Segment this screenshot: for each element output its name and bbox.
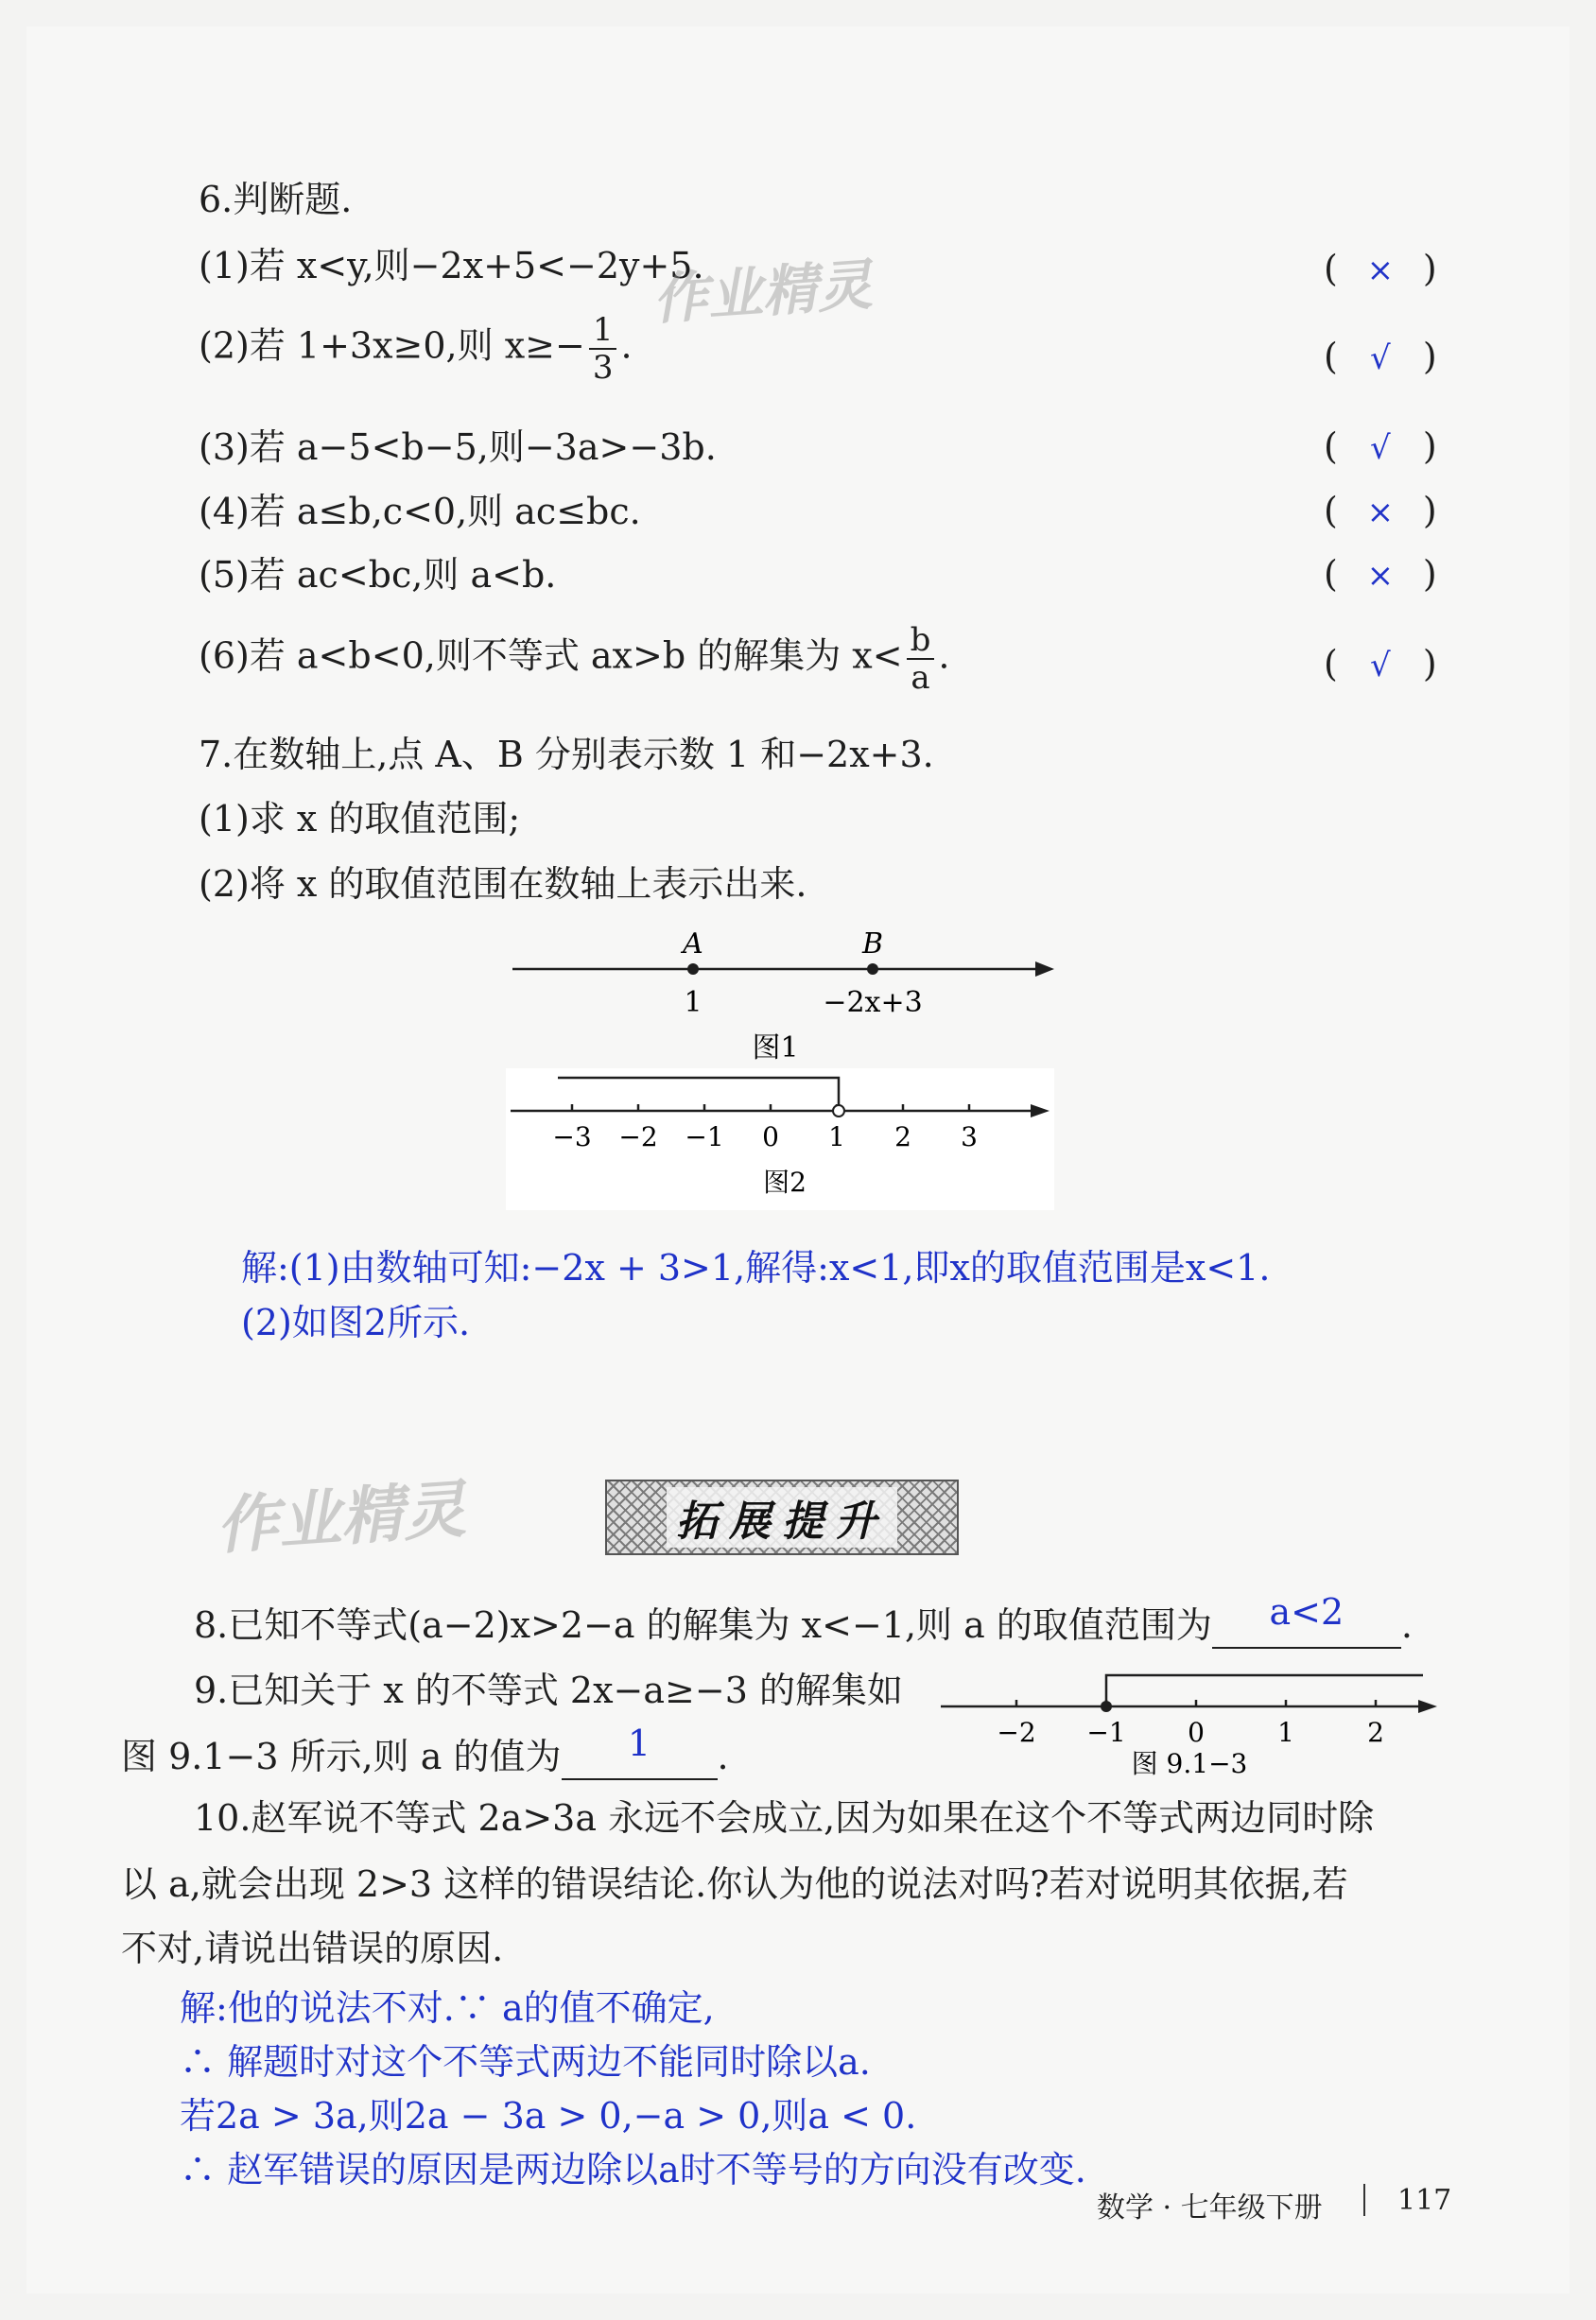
- q7-sub1: (1)求 x 的取值范围;: [199, 798, 521, 840]
- q6-item-2-end: .: [620, 324, 633, 367]
- q6-item-5: (5)若 ac<bc,则 a<b.: [199, 554, 557, 596]
- q6-item-2-text: (2)若 1+3x≥0,则 x≥−: [199, 324, 585, 367]
- q6-item-2-fraction: [589, 312, 617, 386]
- point-b-dot: [867, 963, 878, 975]
- point-a-dot: [687, 963, 699, 975]
- tick-label: 2: [1367, 1717, 1384, 1748]
- q10-line-2: 以 a,就会出现 2>3 这样的错误结论.你认为他的说法对吗?若对说明其依据,若: [121, 1863, 1348, 1905]
- arrow-head: [1418, 1700, 1437, 1713]
- section-banner: [605, 1480, 959, 1555]
- cross-mark: ×: [1366, 557, 1395, 595]
- footer-subject: 数学 · 七年级下册: [1097, 2191, 1323, 2225]
- figure-caption: 图 9.1−3: [1131, 1748, 1248, 1779]
- tick-label: −2: [997, 1717, 1036, 1748]
- tick-label: 1: [1277, 1717, 1294, 1748]
- q7-answer-2: (2)如图2所示.: [241, 1302, 471, 1343]
- q9-answer-blank: [562, 1723, 718, 1780]
- q6-mark-1: ( × ): [1324, 248, 1437, 289]
- q8-end: .: [1400, 1604, 1413, 1646]
- q6-item-6-text: (6)若 a<b<0,则不等式 ax>b 的解集为 x<: [199, 634, 903, 677]
- cross-mark: ×: [1366, 493, 1395, 531]
- watermark: 作业精灵: [651, 251, 875, 332]
- q8-text: 8.已知不等式(a−2)x>2−a 的解集为 x<−1,则 a 的取值范围为: [194, 1604, 1212, 1646]
- q8-answer: a<2: [1269, 1591, 1344, 1633]
- q8-question: [194, 1591, 1413, 1649]
- check-mark: √: [1369, 429, 1391, 467]
- q9-line-1: 9.已知关于 x 的不等式 2x−a≥−3 的解集如: [194, 1670, 903, 1711]
- tick-label: 2: [894, 1121, 911, 1152]
- tick-label: −3: [552, 1121, 592, 1152]
- q6-item-3: (3)若 a−5<b−5,则−3a>−3b.: [199, 426, 717, 468]
- q7-sub2: (2)将 x 的取值范围在数轴上表示出来.: [199, 863, 807, 905]
- q9-text: 图 9.1−3 所示,则 a 的值为: [121, 1736, 562, 1777]
- q10-answer-line-1: 解:他的说法不对.∵ a的值不确定,: [180, 1987, 715, 2029]
- section-title: 拓展提升: [667, 1487, 897, 1548]
- tick-label: 0: [762, 1121, 779, 1152]
- q6-mark-4: ( × ): [1324, 490, 1437, 531]
- q6-item-6-fraction: [907, 622, 935, 696]
- q7-title: 7.在数轴上,点 A、B 分别表示数 1 和−2x+3.: [199, 734, 934, 775]
- fraction-numerator: b: [907, 622, 935, 660]
- figure-2-caption: 图2: [763, 1167, 807, 1198]
- check-mark: √: [1369, 647, 1391, 684]
- q6-item-6-end: .: [938, 634, 950, 677]
- q9-line-2: [121, 1723, 729, 1780]
- q6-item-4: (4)若 a≤b,c<0,则 ac≤bc.: [199, 491, 641, 532]
- tick-label: −1: [1086, 1717, 1126, 1748]
- figure-1-caption: 图1: [752, 1031, 799, 1065]
- q6-mark-6: ( √ ): [1324, 643, 1437, 684]
- q6-item-2: [199, 312, 633, 386]
- q6-mark-3: ( √ ): [1324, 425, 1437, 467]
- open-circle: [833, 1105, 844, 1117]
- tick-label: 1: [828, 1121, 845, 1152]
- q6-title: 6.判断题.: [199, 179, 353, 220]
- arrow-head: [1035, 961, 1054, 977]
- q9-answer: 1: [627, 1723, 651, 1764]
- cross-mark: ×: [1366, 251, 1395, 289]
- q7-answer-1: 解:(1)由数轴可知:−2x + 3>1,解得:x<1,即x的取值范围是x<1.: [241, 1247, 1271, 1289]
- q9-end: .: [717, 1736, 729, 1777]
- point-b-value: −2x+3: [823, 986, 923, 1019]
- q6-item-6: [199, 622, 949, 696]
- footer-divider: [1363, 2184, 1365, 2216]
- q10-answer-line-3: 若2a > 3a,则2a − 3a > 0,−a > 0,则a < 0.: [180, 2095, 917, 2137]
- point-b-label: B: [861, 927, 884, 961]
- footer-page-number: 117: [1397, 2184, 1452, 2217]
- q9-figure: [936, 1664, 1447, 1782]
- q8-answer-blank: [1212, 1591, 1401, 1649]
- check-mark: √: [1369, 339, 1391, 377]
- fraction-denominator: a: [911, 659, 930, 697]
- q6-mark-5: ( × ): [1324, 553, 1437, 595]
- solid-dot: [1101, 1701, 1112, 1712]
- tick-label: −2: [618, 1121, 658, 1152]
- fraction-denominator: 3: [592, 349, 614, 387]
- q6-mark-2: ( √ ): [1324, 336, 1437, 377]
- q7-figure-1: [501, 926, 1068, 1078]
- fraction-numerator: 1: [589, 312, 617, 350]
- q10-answer-line-2: ∴ 解题时对这个不等式两边不能同时除以a.: [180, 2041, 871, 2083]
- q10-line-3: 不对,请说出错误的原因.: [121, 1928, 504, 1969]
- q6-item-1: (1)若 x<y,则−2x+5<−2y+5.: [199, 245, 704, 286]
- point-a-label: A: [683, 927, 703, 961]
- tick-label: 0: [1188, 1717, 1205, 1748]
- tick-label: −1: [685, 1121, 724, 1152]
- point-a-value: 1: [684, 986, 703, 1019]
- q7-figure-2: [506, 1068, 1054, 1210]
- tick-label: 3: [961, 1121, 978, 1152]
- q10-line-1: 10.赵军说不等式 2a>3a 永远不会成立,因为如果在这个不等式两边同时除: [194, 1797, 1375, 1839]
- q10-answer-line-4: ∴ 赵军错误的原因是两边除以a时不等号的方向没有改变.: [180, 2149, 1086, 2190]
- watermark: 作业精灵: [214, 1472, 468, 1564]
